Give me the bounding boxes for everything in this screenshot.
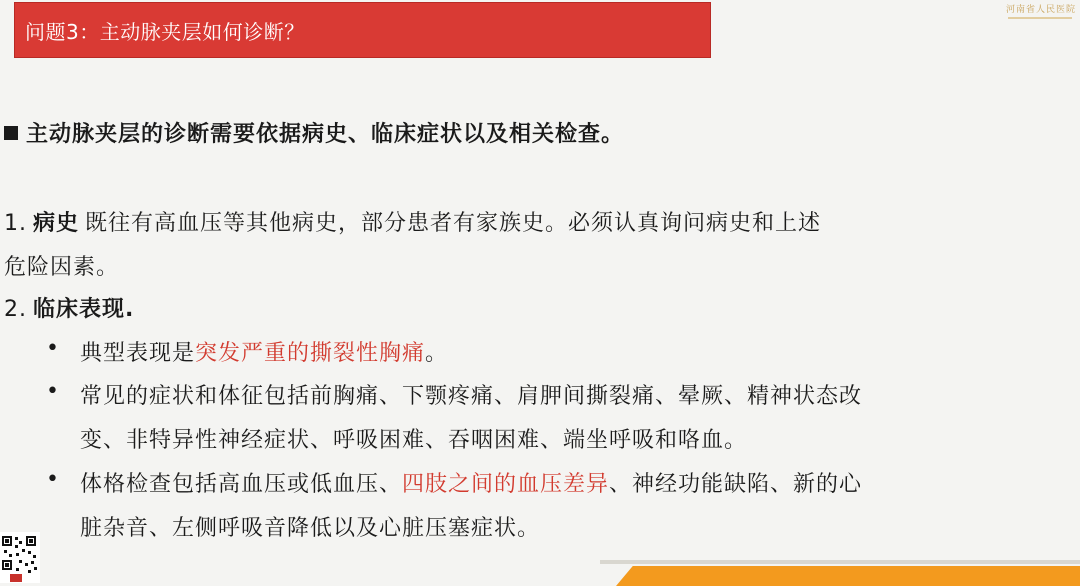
bullet-1-prefix: 典型表现是 bbox=[80, 341, 196, 366]
section-2-heading: 临床表现. bbox=[33, 297, 135, 322]
bullet-dot-icon: • bbox=[46, 467, 59, 492]
bullet-3-line-2: 脏杂音、左侧呼吸音降低以及心脏压塞症状。 bbox=[80, 516, 541, 541]
logo-underline bbox=[1008, 17, 1072, 19]
section-1-number: 1. bbox=[4, 211, 27, 236]
bullet-3-suffix: 、神经功能缺陷、新的心 bbox=[609, 472, 863, 497]
bullet-1 bbox=[80, 336, 448, 367]
footer-shadow bbox=[600, 560, 1080, 564]
section-2-heading-line bbox=[4, 292, 134, 323]
section-1-text: 既往有高血压等其他病史，部分患者有家族史。必须认真询问病史和上述 bbox=[85, 211, 822, 236]
qr-code-icon bbox=[0, 532, 40, 583]
bullet-3-prefix: 体格检查包括高血压或低血压、 bbox=[80, 472, 403, 497]
slide-title: 问题3：主动脉夹层如何诊断？ bbox=[25, 20, 305, 44]
summary-line bbox=[4, 117, 624, 148]
section-1-heading: 病史 bbox=[33, 211, 80, 236]
title-bar bbox=[14, 2, 711, 58]
bullet-2-line-2: 变、非特异性神经症状、呼吸困难、吞咽困难、端坐呼吸和咯血。 bbox=[80, 428, 748, 453]
bullet-dot-icon: • bbox=[46, 336, 59, 361]
summary-text: 主动脉夹层的诊断需要依据病史、临床症状以及相关检查。 bbox=[26, 122, 625, 147]
footer-accent-bar bbox=[616, 566, 1080, 586]
bullet-2-line-1: 常见的症状和体征包括前胸痛、下颚疼痛、肩胛间撕裂痛、晕厥、精神状态改 bbox=[80, 384, 863, 409]
section-1-line-1 bbox=[4, 206, 821, 237]
bullet-3-highlight: 四肢之间的血压差异 bbox=[402, 472, 610, 497]
section-1-line-2: 危险因素。 bbox=[4, 255, 120, 280]
bullet-3-line-1 bbox=[80, 467, 862, 498]
logo-text: 河南省人民医院 bbox=[1005, 5, 1076, 15]
bullet-1-suffix: 。 bbox=[425, 341, 449, 366]
square-bullet-icon bbox=[4, 126, 18, 140]
hospital-logo bbox=[990, 2, 1076, 26]
bullet-1-highlight: 突发严重的撕裂性胸痛 bbox=[195, 341, 426, 366]
section-2-number: 2. bbox=[4, 297, 27, 322]
bullet-dot-icon: • bbox=[46, 379, 59, 404]
